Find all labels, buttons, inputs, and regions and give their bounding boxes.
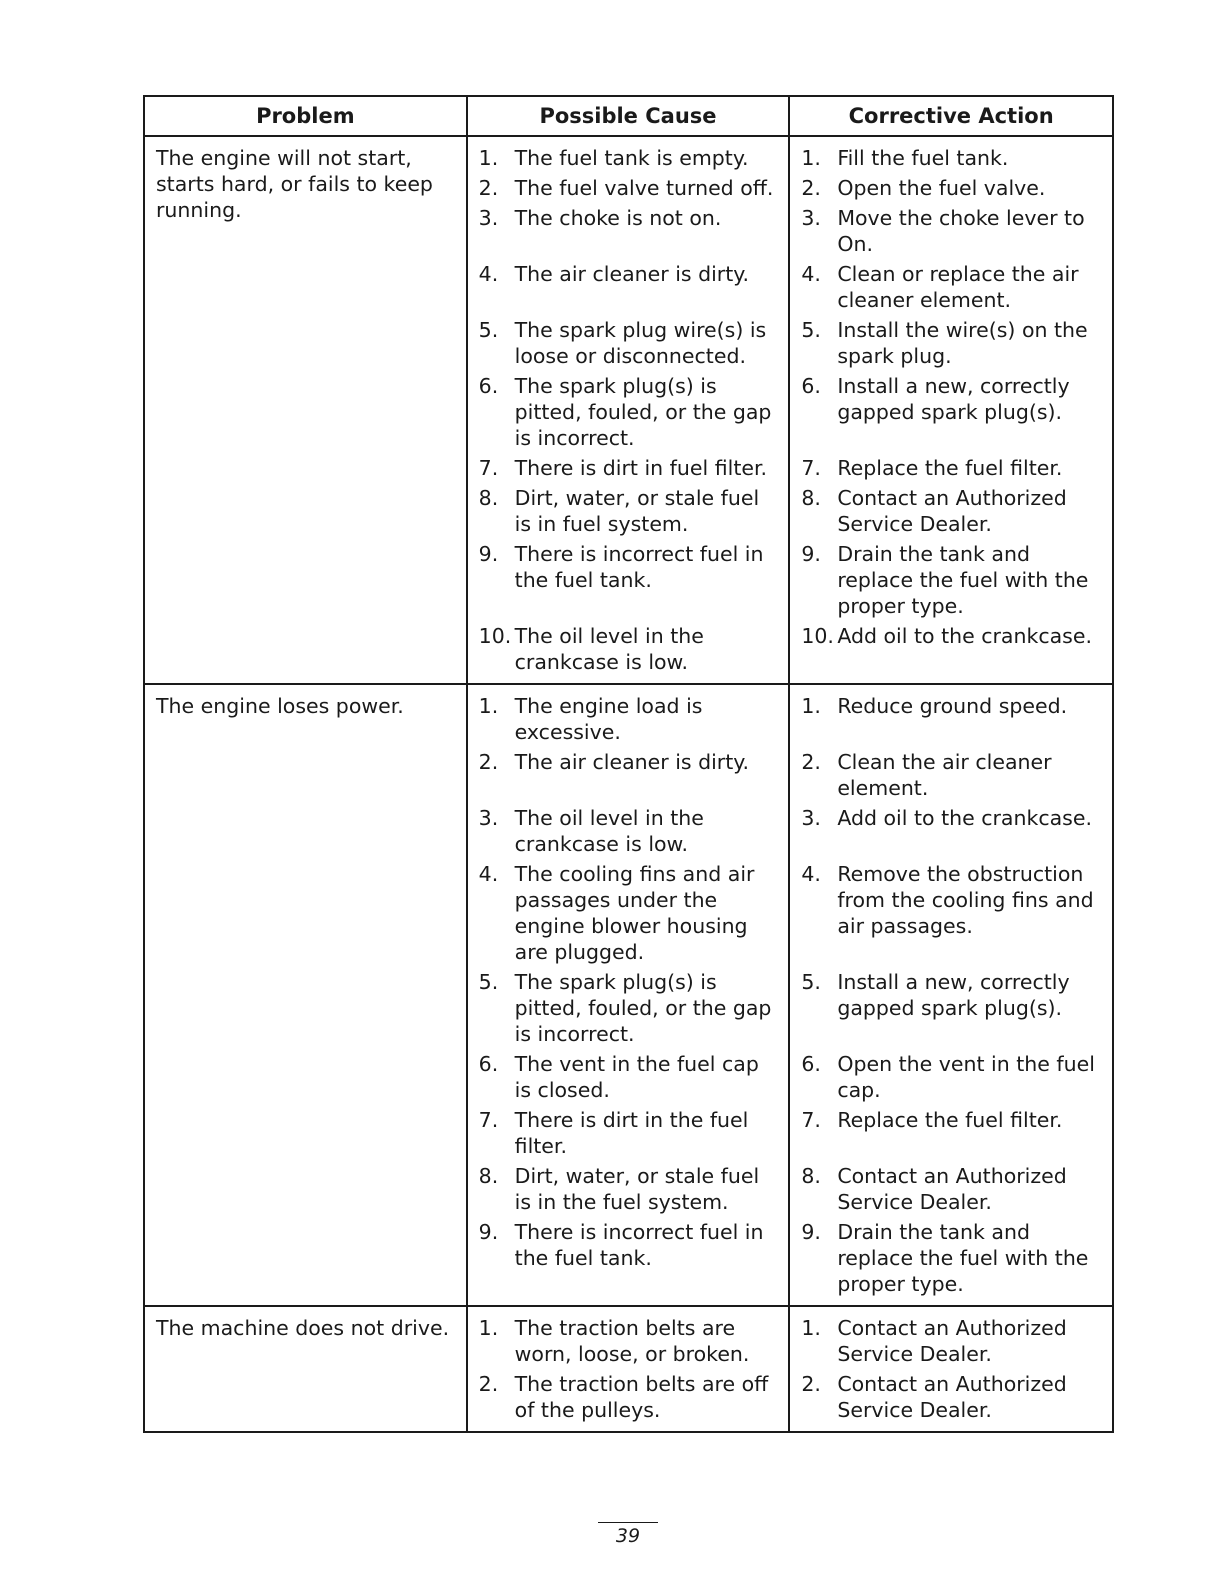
list-item xyxy=(479,205,781,257)
list-item xyxy=(479,175,781,201)
problem-text: The engine loses power. xyxy=(156,694,404,718)
action-text: Clean the air cleaner element. xyxy=(837,750,1052,800)
list-item xyxy=(479,969,781,1047)
table-row xyxy=(144,684,1113,1306)
list-item xyxy=(479,145,781,171)
action-list xyxy=(801,693,1104,1297)
action-text: Replace the fuel filter. xyxy=(837,1108,1063,1132)
action-text: Clean or replace the air cleaner element. xyxy=(837,262,1079,312)
item-number: 3. xyxy=(801,206,821,230)
list-item xyxy=(479,693,781,745)
cause-text: The spark plug wire(s) is loose or disconnected. xyxy=(514,318,767,368)
cause-text: The traction belts are worn, loose, or broken. xyxy=(514,1316,750,1366)
item-number: 5. xyxy=(801,970,821,994)
list-item xyxy=(479,805,781,857)
action-text: Move the choke lever to On. xyxy=(837,206,1085,256)
list-item xyxy=(479,373,781,451)
action-text: Open the fuel valve. xyxy=(837,176,1046,200)
list-item xyxy=(801,145,1104,171)
cause-text: The air cleaner is dirty. xyxy=(514,262,749,286)
item-number: 1. xyxy=(478,1316,499,1340)
item-number: 7. xyxy=(801,1108,821,1132)
list-item xyxy=(479,455,781,481)
list-item xyxy=(479,1315,781,1367)
cause-text: There is incorrect fuel in the fuel tank. xyxy=(514,1220,764,1270)
item-number: 1. xyxy=(478,146,499,170)
item-number: 4. xyxy=(478,262,499,286)
table-row xyxy=(144,136,1113,684)
list-item xyxy=(801,749,1104,801)
cause-text: The oil level in the crankcase is low. xyxy=(514,806,704,856)
cause-list xyxy=(479,1315,781,1423)
list-item xyxy=(801,541,1104,619)
cause-text: The cooling fins and air passages under the engine blower housing are plugged. xyxy=(514,862,755,964)
list-item xyxy=(801,693,1104,745)
cause-text: The vent in the fuel cap is closed. xyxy=(514,1052,759,1102)
item-number: 6. xyxy=(801,1052,821,1076)
item-number: 10. xyxy=(801,624,834,648)
problem-text: The engine will not start, starts hard, or fails to keep running. xyxy=(156,146,433,222)
cause-text: There is dirt in the fuel filter. xyxy=(514,1108,749,1158)
list-item xyxy=(801,175,1104,201)
item-number: 4. xyxy=(478,862,499,886)
item-number: 2. xyxy=(478,1372,499,1396)
list-item xyxy=(801,623,1104,675)
action-text: Reduce ground speed. xyxy=(837,694,1068,718)
action-text: Remove the obstruction from the cooling fins and air passages. xyxy=(837,862,1094,938)
corrective-action-cell xyxy=(789,136,1113,684)
list-item xyxy=(801,205,1104,257)
list-item xyxy=(479,1163,781,1215)
header-possible-cause: Possible Cause xyxy=(467,96,790,136)
item-number: 2. xyxy=(478,750,499,774)
list-item xyxy=(479,623,781,675)
item-number: 4. xyxy=(801,862,821,886)
cause-text: The fuel valve turned off. xyxy=(514,176,774,200)
action-text: Install a new, correctly gapped spark plug(s). xyxy=(837,374,1070,424)
list-item xyxy=(801,317,1104,369)
item-number: 2. xyxy=(801,1372,821,1396)
item-number: 1. xyxy=(801,1316,821,1340)
item-number: 6. xyxy=(478,1052,499,1076)
corrective-action-cell xyxy=(789,1306,1113,1432)
action-text: Add oil to the crankcase. xyxy=(837,624,1092,648)
item-number: 7. xyxy=(478,1108,499,1132)
table-row xyxy=(144,1306,1113,1432)
action-list xyxy=(801,1315,1104,1423)
list-item xyxy=(479,541,781,619)
list-item xyxy=(479,1219,781,1297)
item-number: 10. xyxy=(478,624,512,648)
cause-text: The traction belts are off of the pulleys. xyxy=(514,1372,769,1422)
possible-cause-cell xyxy=(467,136,790,684)
cause-text: The engine load is excessive. xyxy=(514,694,703,744)
cause-text: The oil level in the crankcase is low. xyxy=(514,624,704,674)
list-item xyxy=(801,1371,1104,1423)
cause-text: Dirt, water, or stale fuel is in the fuel system. xyxy=(514,1164,760,1214)
action-text: Drain the tank and replace the fuel with the proper type. xyxy=(837,1220,1089,1296)
cause-list xyxy=(479,693,781,1297)
list-item xyxy=(801,1107,1104,1159)
item-number: 8. xyxy=(801,486,821,510)
cause-text: There is dirt in fuel filter. xyxy=(514,456,768,480)
problem-cell xyxy=(144,1306,467,1432)
troubleshooting-table xyxy=(143,95,1114,1433)
item-number: 2. xyxy=(801,750,821,774)
cause-text: Dirt, water, or stale fuel is in fuel system. xyxy=(514,486,760,536)
list-item xyxy=(801,969,1104,1047)
table-body xyxy=(144,136,1113,1432)
header-corrective-action: Corrective Action xyxy=(789,96,1113,136)
action-text: Replace the fuel filter. xyxy=(837,456,1063,480)
action-text: Add oil to the crankcase. xyxy=(837,806,1092,830)
item-number: 9. xyxy=(801,542,821,566)
problem-cell xyxy=(144,136,467,684)
list-item xyxy=(801,861,1104,965)
list-item xyxy=(479,317,781,369)
cause-text: The air cleaner is dirty. xyxy=(514,750,749,774)
cause-text: The fuel tank is empty. xyxy=(514,146,749,170)
problem-cell xyxy=(144,684,467,1306)
list-item xyxy=(801,1163,1104,1215)
cause-text: The spark plug(s) is pitted, fouled, or the gap is incorrect. xyxy=(514,970,772,1046)
list-item xyxy=(479,1371,781,1423)
action-list xyxy=(801,145,1104,675)
action-text: Contact an Authorized Service Dealer. xyxy=(837,1316,1067,1366)
possible-cause-cell xyxy=(467,684,790,1306)
item-number: 1. xyxy=(801,146,821,170)
action-text: Install the wire(s) on the spark plug. xyxy=(837,318,1088,368)
list-item xyxy=(479,1051,781,1103)
item-number: 6. xyxy=(478,374,499,398)
page-number: 39 xyxy=(615,1525,641,1547)
problem-text: The machine does not drive. xyxy=(156,1316,450,1340)
list-item xyxy=(801,373,1104,451)
list-item xyxy=(801,455,1104,481)
item-number: 1. xyxy=(801,694,821,718)
item-number: 3. xyxy=(801,806,821,830)
corrective-action-cell xyxy=(789,684,1113,1306)
item-number: 3. xyxy=(478,806,499,830)
cause-text: There is incorrect fuel in the fuel tank. xyxy=(514,542,764,592)
item-number: 2. xyxy=(478,176,499,200)
item-number: 9. xyxy=(478,1220,499,1244)
list-item xyxy=(479,261,781,313)
action-text: Contact an Authorized Service Dealer. xyxy=(837,1372,1067,1422)
item-number: 1. xyxy=(478,694,499,718)
cause-list xyxy=(479,145,781,675)
list-item xyxy=(801,1315,1104,1367)
item-number: 7. xyxy=(478,456,499,480)
item-number: 5. xyxy=(801,318,821,342)
item-number: 8. xyxy=(478,1164,499,1188)
list-item xyxy=(479,861,781,965)
action-text: Contact an Authorized Service Dealer. xyxy=(837,1164,1067,1214)
action-text: Drain the tank and replace the fuel with the proper type. xyxy=(837,542,1089,618)
item-number: 3. xyxy=(478,206,499,230)
item-number: 9. xyxy=(801,1220,821,1244)
list-item xyxy=(801,1219,1104,1297)
item-number: 4. xyxy=(801,262,821,286)
item-number: 5. xyxy=(478,318,499,342)
item-number: 6. xyxy=(801,374,821,398)
cause-text: The choke is not on. xyxy=(514,206,722,230)
item-number: 2. xyxy=(801,176,821,200)
header-problem: Problem xyxy=(144,96,467,136)
cause-text: The spark plug(s) is pitted, fouled, or the gap is incorrect. xyxy=(514,374,772,450)
item-number: 8. xyxy=(801,1164,821,1188)
action-text: Open the vent in the fuel cap. xyxy=(837,1052,1095,1102)
list-item xyxy=(801,805,1104,857)
list-item xyxy=(801,485,1104,537)
table-header-row xyxy=(144,96,1113,136)
list-item xyxy=(801,1051,1104,1103)
action-text: Contact an Authorized Service Dealer. xyxy=(837,486,1067,536)
action-text: Fill the fuel tank. xyxy=(837,146,1009,170)
action-text: Install a new, correctly gapped spark plug(s). xyxy=(837,970,1070,1020)
item-number: 5. xyxy=(478,970,499,994)
footer-rule xyxy=(598,1522,658,1523)
possible-cause-cell xyxy=(467,1306,790,1432)
item-number: 7. xyxy=(801,456,821,480)
list-item xyxy=(479,1107,781,1159)
item-number: 8. xyxy=(478,486,499,510)
list-item xyxy=(479,749,781,801)
list-item xyxy=(479,485,781,537)
item-number: 9. xyxy=(478,542,499,566)
list-item xyxy=(801,261,1104,313)
